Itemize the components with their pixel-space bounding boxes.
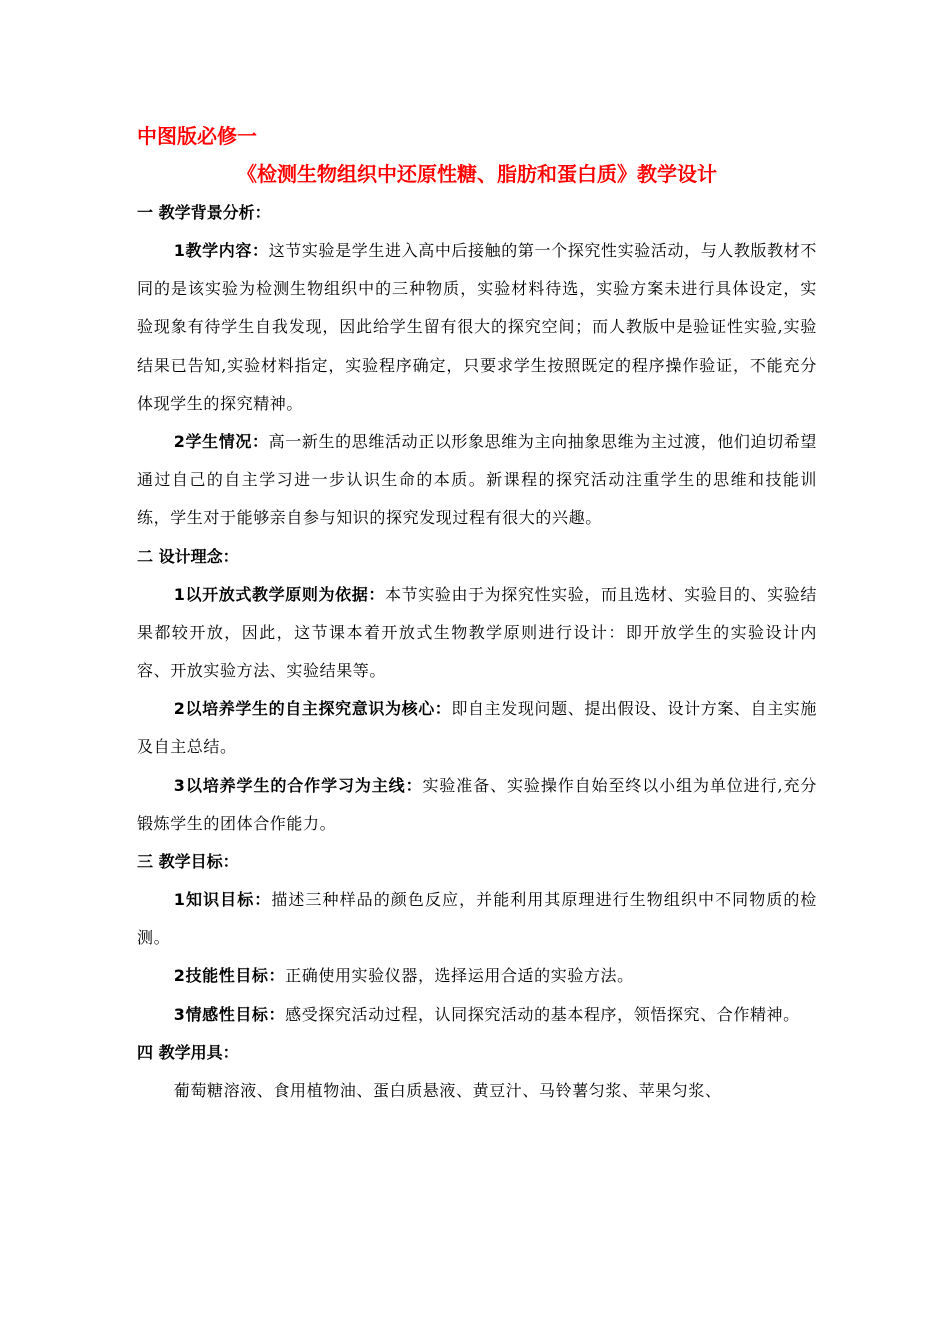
paragraph-lead: 1知识目标： bbox=[173, 890, 272, 910]
paragraph-self-inquiry bbox=[137, 690, 817, 766]
paragraph-lead: 1教学内容： bbox=[173, 241, 269, 260]
document-title: 《检测生物组织中还原性糖、脂肪和蛋白质》教学设计 bbox=[237, 162, 717, 186]
document-body bbox=[137, 118, 817, 1110]
section-heading-teaching-goals: 三 教学目标： bbox=[137, 852, 239, 872]
paragraph-knowledge-goal bbox=[137, 881, 817, 957]
paragraph-text: 高一新生的思维活动正以形象思维为主向抽象思维为主过渡，他们迫切希望通过自己的自主学习进一步认识生命的本质。新课程的探究活动注重学生的思维和技能训练，学生对于能够亲自参与知识的探究发现过程有很大的兴趣。 bbox=[137, 432, 817, 528]
paragraph-text: 正确使用实验仪器，选择运用合适的实验方法。 bbox=[285, 966, 634, 986]
paragraph-lead: 2学生情况： bbox=[173, 432, 269, 452]
paragraph-lead: 3以培养学生的合作学习为主线： bbox=[173, 775, 423, 795]
paragraph-text: 描述三种样品的颜色反应，并能利用其原理进行生物组织中不同物质的检测。 bbox=[137, 890, 818, 948]
paragraph-lead: 1以开放式教学原则为依据： bbox=[173, 584, 385, 604]
paragraph-text: 葡萄糖溶液、食用植物油、蛋白质悬液、黄豆汁、马铃薯匀浆、苹果匀浆、 bbox=[173, 1080, 722, 1100]
paragraph-lead: 3情感性目标： bbox=[173, 1004, 286, 1024]
paragraph-text: 这节实验是学生进入高中后接触的第一个探究性实验活动，与人教版教材不同的是该实验为检测生物组织中的三种物质，实验材料待选，实验方案未进行具体设定，实验现象有待学生自我发现，因此给学生留有很大的探究空间；而人教版中是验证性实验,实验结果已告知,实验材料指定，实验程序确定，只要求学生按照既定的程序操作验证，不能充分体现学生的探究精神。 bbox=[137, 241, 817, 413]
paragraph-text: 感受探究活动过程，认同探究活动的基本程序，领悟探究、合作精神。 bbox=[285, 1004, 800, 1024]
paragraph-text: 即自主发现问题、提出假设、设计方案、自主实施及自主总结。 bbox=[137, 699, 818, 757]
section-heading-background: 一 教学背景分析： bbox=[137, 203, 271, 222]
section-heading-teaching-tools: 四 教学用具： bbox=[137, 1042, 239, 1062]
paragraph-tools-list bbox=[137, 1072, 817, 1110]
paragraph-emotion-goal bbox=[137, 996, 817, 1034]
paragraph-lead: 2技能性目标： bbox=[173, 966, 286, 986]
section-heading-design-concept: 二 设计理念： bbox=[137, 546, 239, 566]
paragraph-teaching-content bbox=[137, 232, 817, 423]
paragraph-open-teaching bbox=[137, 576, 817, 691]
paragraph-lead: 2以培养学生的自主探究意识为核心： bbox=[173, 699, 452, 719]
edition-label: 中图版必修一 bbox=[137, 124, 257, 148]
paragraph-text: 实验准备、实验操作自始至终以小组为单位进行,充分锻炼学生的团体合作能力。 bbox=[137, 775, 817, 833]
paragraph-text: 本节实验由于为探究性实验，而且选材、实验目的、实验结果都较开放，因此，这节课本着开放式生物教学原则进行设计：即开放学生的实验设计内容、开放实验方法、实验结果等。 bbox=[137, 584, 818, 681]
paragraph-student-situation bbox=[137, 423, 817, 538]
paragraph-skill-goal bbox=[137, 957, 817, 995]
paragraph-cooperative-learning bbox=[137, 767, 817, 843]
